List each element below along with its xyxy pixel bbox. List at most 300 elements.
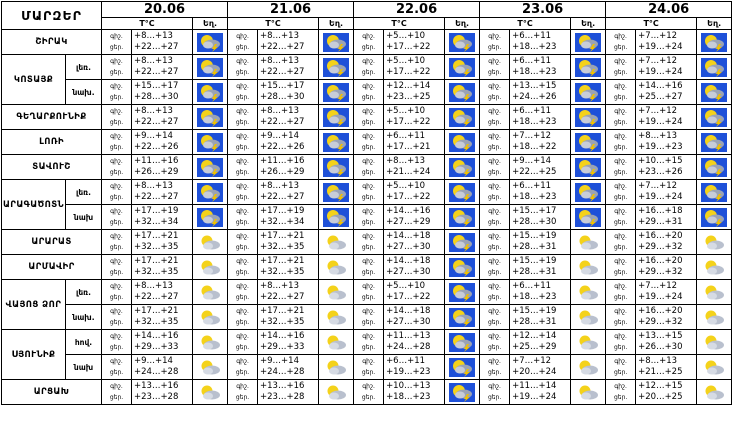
day-temperature: +17…+22 (386, 67, 431, 77)
subregion-label: նախ. (66, 80, 102, 105)
night-label: գիշ. (488, 58, 501, 65)
night-label: գիշ. (362, 208, 375, 215)
time-of-day-labels (228, 155, 258, 180)
partly-cloudy-icon (571, 333, 605, 352)
temperature-range (132, 180, 193, 205)
night-temperature: +7…+12 (512, 131, 552, 141)
storm-icon (571, 183, 605, 202)
night-temperature: +6…+11 (512, 56, 552, 66)
day-temperature: +22…+27 (134, 192, 179, 202)
night-temperature: +8…+13 (134, 31, 173, 41)
region-name: ԳԵՂԱՐՔՈՒՆԻՔ (2, 105, 102, 130)
storm-icon (319, 58, 353, 77)
partly-cloudy-icon (697, 283, 731, 302)
temperature-range (636, 255, 697, 280)
day-temperature: +29…+32 (638, 317, 683, 327)
time-of-day-labels (354, 230, 384, 255)
night-temperature: +15…+17 (260, 81, 305, 91)
time-of-day-labels (102, 230, 132, 255)
subregion-label: նախ (66, 205, 102, 230)
temperature-range (258, 330, 319, 355)
night-temperature: +8…+13 (134, 181, 173, 191)
time-of-day-labels (354, 255, 384, 280)
night-temperature: +11…+16 (260, 156, 305, 166)
weather-column-header: Եղ. (319, 18, 354, 30)
partly-cloudy-icon (697, 383, 731, 402)
night-temperature: +6…+11 (512, 181, 552, 191)
weather-icon-cell (319, 380, 354, 405)
day-temperature: +24…+28 (260, 367, 305, 377)
partly-cloudy-icon (697, 358, 731, 377)
weather-icon-cell (193, 55, 228, 80)
night-label: գիշ. (236, 83, 249, 90)
night-label: գիշ. (236, 233, 249, 240)
temperature-range (384, 230, 445, 255)
weather-icon-cell (571, 230, 606, 255)
day-temperature: +29…+32 (638, 242, 683, 252)
day-temperature: +19…+24 (638, 67, 683, 77)
day-label: ցեր. (487, 294, 502, 301)
temperature-range (636, 205, 697, 230)
region-name: ՇԻՐԱԿ (2, 30, 102, 55)
day-temperature: +22…+27 (260, 67, 305, 77)
time-of-day-labels (606, 30, 636, 55)
day-label: ցեր. (361, 169, 376, 176)
night-label: գիշ. (614, 108, 627, 115)
day-temperature: +17…+22 (386, 42, 431, 52)
day-label: ցեր. (109, 69, 124, 76)
temperature-range (132, 130, 193, 155)
night-temperature: +8…+13 (134, 106, 173, 116)
night-temperature: +5…+10 (386, 181, 426, 191)
night-label: գիշ. (236, 383, 249, 390)
night-label: գիշ. (236, 133, 249, 140)
day-temperature: +23…+28 (134, 392, 179, 402)
weather-icon-cell (445, 55, 480, 80)
weather-column-header: Եղ. (445, 18, 480, 30)
weather-icon-cell (193, 305, 228, 330)
partly-cloudy-icon (319, 233, 353, 252)
weather-icon-cell (445, 80, 480, 105)
table-row (2, 330, 732, 355)
day-label: ցեր. (613, 194, 628, 201)
night-temperature: +16…+20 (638, 306, 683, 316)
day-temperature: +32…+35 (260, 267, 305, 277)
day-label: ցեր. (613, 394, 628, 401)
temperature-range (636, 80, 697, 105)
night-label: գիշ. (362, 358, 375, 365)
day-label: ցեր. (235, 369, 250, 376)
storm-icon (193, 108, 227, 127)
night-label: գիշ. (236, 183, 249, 190)
temperature-range (384, 155, 445, 180)
temperature-range (132, 355, 193, 380)
storm-icon (571, 158, 605, 177)
temperature-range (258, 305, 319, 330)
temperature-range (510, 280, 571, 305)
storm-icon (445, 383, 479, 402)
temperature-range (132, 80, 193, 105)
weather-column-header: Եղ. (571, 18, 606, 30)
temperature-range (636, 130, 697, 155)
partly-cloudy-icon (697, 233, 731, 252)
night-label: գիշ. (488, 383, 501, 390)
day-label: ցեր. (235, 44, 250, 51)
day-label: ցեր. (109, 294, 124, 301)
weather-icon-cell (319, 330, 354, 355)
night-label: գիշ. (488, 133, 501, 140)
night-label: գիշ. (236, 358, 249, 365)
day-temperature: +28…+31 (512, 267, 557, 277)
night-temperature: +8…+13 (260, 106, 299, 116)
time-of-day-labels (354, 180, 384, 205)
weather-icon-cell (697, 305, 732, 330)
time-of-day-labels (480, 155, 510, 180)
day-label: ցեր. (235, 144, 250, 151)
temperature-range (384, 305, 445, 330)
temperature-range (510, 55, 571, 80)
day-label: ցեր. (487, 169, 502, 176)
night-label: գիշ. (488, 183, 501, 190)
time-of-day-labels (102, 305, 132, 330)
night-temperature: +13…+15 (638, 331, 683, 341)
time-of-day-labels (354, 80, 384, 105)
night-label: գիշ. (362, 133, 375, 140)
night-temperature: +7…+12 (512, 356, 552, 366)
weather-icon-cell (445, 255, 480, 280)
night-label: գիշ. (614, 83, 627, 90)
day-temperature: +22…+27 (260, 192, 305, 202)
weather-icon-cell (193, 380, 228, 405)
storm-icon (445, 183, 479, 202)
night-temperature: +11…+13 (386, 331, 431, 341)
day-label: ցեր. (487, 394, 502, 401)
night-temperature: +17…+19 (260, 206, 305, 216)
weather-icon-cell (445, 130, 480, 155)
weather-icon-cell (193, 205, 228, 230)
day-temperature: +28…+30 (134, 92, 179, 102)
weather-icon-cell (571, 130, 606, 155)
day-label: ցեր. (361, 294, 376, 301)
day-temperature: +23…+28 (260, 392, 305, 402)
day-temperature: +32…+35 (260, 317, 305, 327)
night-label: գիշ. (362, 233, 375, 240)
weather-icon-cell (445, 205, 480, 230)
partly-cloudy-icon (697, 333, 731, 352)
time-of-day-labels (102, 55, 132, 80)
temperature-range (636, 280, 697, 305)
day-label: ցեր. (487, 344, 502, 351)
night-label: գիշ. (110, 58, 123, 65)
night-temperature: +6…+11 (512, 106, 552, 116)
partly-cloudy-icon (193, 383, 227, 402)
night-label: գիշ. (110, 383, 123, 390)
time-of-day-labels (354, 205, 384, 230)
region-name: ԱՐԱԳԱԾՈՏՆ (2, 180, 66, 230)
night-temperature: +6…+11 (386, 356, 426, 366)
day-label: ցեր. (613, 219, 628, 226)
night-temperature: +8…+13 (638, 131, 678, 141)
time-of-day-labels (606, 280, 636, 305)
day-temperature: +23…+25 (386, 92, 431, 102)
night-label: գիշ. (362, 383, 375, 390)
weather-icon-cell (697, 105, 732, 130)
night-temperature: +14…+16 (638, 81, 683, 91)
night-label: գիշ. (614, 258, 627, 265)
subregion-label: նախ (66, 355, 102, 380)
storm-icon (445, 133, 479, 152)
storm-icon (571, 58, 605, 77)
temperature-range (132, 255, 193, 280)
storm-icon (445, 58, 479, 77)
weather-icon-cell (445, 280, 480, 305)
day-label: ցեր. (361, 94, 376, 101)
day-label: ցեր. (487, 219, 502, 226)
temperature-range (384, 80, 445, 105)
day-temperature: +25…+29 (512, 342, 557, 352)
day-label: ցեր. (235, 219, 250, 226)
time-of-day-labels (102, 180, 132, 205)
temperature-range (132, 230, 193, 255)
night-label: գիշ. (488, 358, 501, 365)
day-temperature: +27…+30 (386, 267, 431, 277)
subregion-label: լեռ. (66, 180, 102, 205)
storm-icon (445, 258, 479, 277)
partly-cloudy-icon (571, 233, 605, 252)
day-label: ցեր. (235, 94, 250, 101)
night-temperature: +10…+13 (386, 381, 431, 391)
time-of-day-labels (228, 205, 258, 230)
night-temperature: +17…+19 (134, 206, 179, 216)
time-of-day-labels (354, 355, 384, 380)
night-label: գիշ. (488, 83, 501, 90)
storm-icon (445, 233, 479, 252)
night-temperature: +12…+14 (512, 331, 557, 341)
day-temperature: +29…+33 (260, 342, 305, 352)
day-label: ցեր. (613, 319, 628, 326)
night-label: գիշ. (110, 183, 123, 190)
night-temperature: +7…+12 (638, 181, 678, 191)
temperature-range (510, 80, 571, 105)
storm-icon (697, 108, 731, 127)
night-label: գիշ. (110, 308, 123, 315)
time-of-day-labels (606, 80, 636, 105)
region-name: ԱՐՑԱԽ (2, 380, 102, 405)
night-temperature: +15…+19 (512, 231, 557, 241)
night-temperature: +14…+18 (386, 256, 431, 266)
weather-icon-cell (319, 105, 354, 130)
storm-icon (319, 133, 353, 152)
time-of-day-labels (480, 230, 510, 255)
storm-icon (571, 108, 605, 127)
night-temperature: +5…+10 (386, 56, 426, 66)
night-label: գիշ. (614, 358, 627, 365)
night-label: գիշ. (236, 58, 249, 65)
storm-icon (445, 358, 479, 377)
day-label: ցեր. (109, 244, 124, 251)
night-label: գիշ. (614, 333, 627, 340)
day-label: ցեր. (487, 44, 502, 51)
day-temperature: +18…+23 (512, 67, 557, 77)
day-label: ցեր. (487, 194, 502, 201)
weather-icon-cell (571, 255, 606, 280)
night-label: գիշ. (362, 158, 375, 165)
weather-icon-cell (193, 355, 228, 380)
night-label: գիշ. (362, 83, 375, 90)
night-temperature: +7…+12 (638, 281, 678, 291)
night-label: գիշ. (614, 133, 627, 140)
storm-icon (193, 83, 227, 102)
night-label: գիշ. (236, 283, 249, 290)
temperature-range (132, 330, 193, 355)
day-temperature: +19…+24 (638, 42, 683, 52)
time-of-day-labels (228, 230, 258, 255)
day-label: ցեր. (235, 319, 250, 326)
time-of-day-labels (606, 55, 636, 80)
temperature-range (510, 255, 571, 280)
temperature-range (636, 355, 697, 380)
weather-icon-cell (193, 155, 228, 180)
night-temperature: +15…+17 (134, 81, 179, 91)
temp-column-header: T°C (102, 18, 193, 30)
time-of-day-labels (102, 255, 132, 280)
weather-icon-cell (697, 255, 732, 280)
night-temperature: +14…+16 (386, 206, 431, 216)
storm-icon (319, 33, 353, 52)
day-temperature: +22…+27 (260, 117, 305, 127)
temp-column-header: T°C (354, 18, 445, 30)
table-row (2, 380, 732, 405)
subregion-label: նախ. (66, 305, 102, 330)
partly-cloudy-icon (193, 258, 227, 277)
weather-icon-cell (571, 355, 606, 380)
temperature-range (510, 305, 571, 330)
table-row (2, 280, 732, 305)
partly-cloudy-icon (319, 383, 353, 402)
time-of-day-labels (354, 380, 384, 405)
partly-cloudy-icon (193, 233, 227, 252)
day-temperature: +32…+34 (260, 217, 305, 227)
partly-cloudy-icon (319, 358, 353, 377)
time-of-day-labels (228, 330, 258, 355)
region-name: ԱՐՄԱՎԻՐ (2, 255, 102, 280)
day-temperature: +32…+35 (134, 317, 179, 327)
night-label: գիշ. (362, 183, 375, 190)
day-temperature: +20…+25 (638, 392, 683, 402)
storm-icon (571, 33, 605, 52)
night-label: գիշ. (362, 58, 375, 65)
temperature-range (384, 130, 445, 155)
temperature-range (636, 380, 697, 405)
night-temperature: +12…+15 (638, 381, 683, 391)
time-of-day-labels (228, 180, 258, 205)
weather-icon-cell (697, 155, 732, 180)
day-label: ցեր. (613, 169, 628, 176)
temperature-range (510, 130, 571, 155)
night-temperature: +16…+20 (638, 231, 683, 241)
day-temperature: +23…+26 (638, 167, 683, 177)
weather-icon-cell (319, 55, 354, 80)
night-label: գիշ. (614, 33, 627, 40)
storm-icon (697, 183, 731, 202)
temperature-range (258, 355, 319, 380)
day-temperature: +26…+29 (260, 167, 305, 177)
day-temperature: +22…+27 (260, 42, 305, 52)
temp-column-header: T°C (606, 18, 697, 30)
night-temperature: +11…+14 (512, 381, 557, 391)
night-label: գիշ. (236, 33, 249, 40)
table-row (2, 355, 732, 380)
day-label: ցեր. (361, 44, 376, 51)
forecast-table (1, 1, 732, 405)
day-label: ցեր. (613, 294, 628, 301)
weather-icon-cell (697, 205, 732, 230)
day-temperature: +19…+24 (638, 117, 683, 127)
day-label: ցեր. (109, 119, 124, 126)
night-temperature: +14…+18 (386, 231, 431, 241)
storm-icon (319, 158, 353, 177)
time-of-day-labels (354, 30, 384, 55)
storm-icon (319, 108, 353, 127)
day-label: ցեր. (235, 119, 250, 126)
partly-cloudy-icon (319, 308, 353, 327)
time-of-day-labels (606, 305, 636, 330)
day-temperature: +21…+25 (638, 367, 683, 377)
storm-icon (697, 83, 731, 102)
storm-icon (319, 208, 353, 227)
day-label: ցեր. (235, 69, 250, 76)
weather-icon-cell (571, 330, 606, 355)
day-temperature: +32…+35 (134, 242, 179, 252)
temperature-range (258, 105, 319, 130)
day-temperature: +18…+23 (512, 117, 557, 127)
night-temperature: +7…+12 (638, 31, 678, 41)
storm-icon (193, 208, 227, 227)
night-temperature: +16…+18 (638, 206, 683, 216)
day-temperature: +21…+24 (386, 167, 431, 177)
temperature-range (258, 55, 319, 80)
time-of-day-labels (102, 80, 132, 105)
night-label: գիշ. (110, 358, 123, 365)
weather-icon-cell (571, 280, 606, 305)
table-row (2, 255, 732, 280)
night-temperature: +17…+21 (260, 231, 305, 241)
storm-icon (697, 33, 731, 52)
time-of-day-labels (102, 280, 132, 305)
day-temperature: +17…+22 (386, 117, 431, 127)
day-temperature: +28…+30 (260, 92, 305, 102)
day-label: ցեր. (487, 244, 502, 251)
weather-icon-cell (571, 30, 606, 55)
day-label: ցեր. (613, 244, 628, 251)
weather-icon-cell (571, 305, 606, 330)
time-of-day-labels (354, 130, 384, 155)
weather-icon-cell (571, 380, 606, 405)
day-label: ցեր. (109, 269, 124, 276)
day-temperature: +29…+33 (134, 342, 179, 352)
day-temperature: +24…+26 (512, 92, 557, 102)
night-temperature: +7…+12 (638, 56, 678, 66)
night-label: գիշ. (488, 333, 501, 340)
day-temperature: +32…+34 (134, 217, 179, 227)
day-label: ցեր. (361, 244, 376, 251)
storm-icon (571, 208, 605, 227)
day-label: ցեր. (487, 269, 502, 276)
day-temperature: +20…+24 (512, 367, 557, 377)
day-label: ցեր. (613, 94, 628, 101)
night-label: գիշ. (614, 158, 627, 165)
night-label: գիշ. (362, 33, 375, 40)
